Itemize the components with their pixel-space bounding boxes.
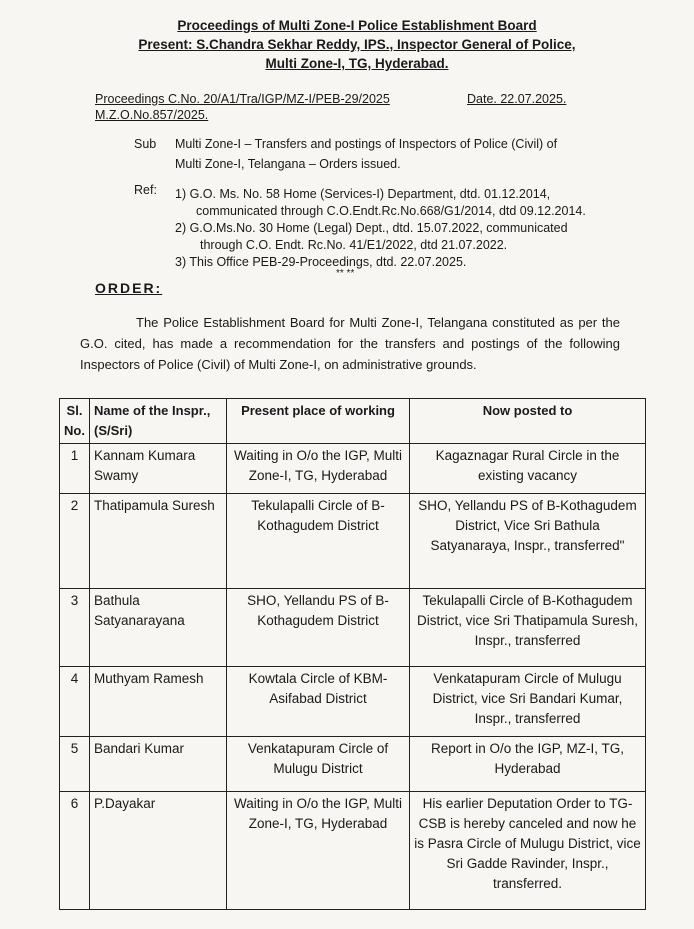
row-sl: 3 bbox=[60, 589, 90, 667]
row-now: Kagaznagar Rural Circle in the existing vacancy bbox=[410, 444, 646, 494]
row-name: Thatipamula Suresh bbox=[90, 494, 227, 589]
table-row bbox=[60, 444, 646, 494]
row-present: Waiting in O/o the IGP, Multi Zone-I, TG, Hyderabad bbox=[227, 792, 410, 910]
row-name: Muthyam Ramesh bbox=[90, 667, 227, 737]
subject-label: Sub bbox=[134, 137, 157, 151]
reference-label: Ref: bbox=[134, 183, 157, 197]
header-board-title: Proceedings of Multi Zone-I Police Establishment Board bbox=[177, 18, 537, 33]
row-present: SHO, Yellandu PS of B-Kothagudem District bbox=[227, 589, 410, 667]
row-sl: 5 bbox=[60, 737, 90, 792]
reference-2a: 2) G.O.Ms.No. 30 Home (Legal) Dept., dtd. 15.07.2022, communicated bbox=[175, 221, 568, 235]
order-paragraph bbox=[80, 312, 620, 375]
header-zone: Multi Zone-I, TG, Hyderabad. bbox=[265, 56, 449, 71]
header-present-place: Present place of working bbox=[227, 399, 410, 444]
header-present-officer: Present: S.Chandra Sekhar Reddy, IPS., Inspector General of Police, bbox=[138, 37, 576, 52]
row-present: Venkatapuram Circle of Mulugu District bbox=[227, 737, 410, 792]
reference-3: 3) This Office PEB-29-Proceedings, dtd. 22.07.2025. bbox=[175, 255, 467, 269]
row-present: Kowtala Circle of KBM-Asifabad District bbox=[227, 667, 410, 737]
separator-stars: ** ** bbox=[336, 268, 355, 279]
header-sl-no: Sl. No. bbox=[60, 399, 90, 444]
row-now: Tekulapalli Circle of B-Kothagudem District, vice Sri Thatipamula Suresh, Inspr., transferred bbox=[410, 589, 646, 667]
table-row bbox=[60, 494, 646, 589]
row-present: Waiting in O/o the IGP, Multi Zone-I, TG, Hyderabad bbox=[227, 444, 410, 494]
table-row bbox=[60, 792, 646, 910]
header-name: Name of the Inspr., (S/Sri) bbox=[90, 399, 227, 444]
row-present: Tekulapalli Circle of B-Kothagudem District bbox=[227, 494, 410, 589]
row-sl: 2 bbox=[60, 494, 90, 589]
proceedings-number: Proceedings C.No. 20/A1/Tra/IGP/MZ-I/PEB-29/2025 bbox=[95, 92, 390, 106]
transfers-table bbox=[59, 398, 646, 910]
subject-line-2: Multi Zone-I, Telangana – Orders issued. bbox=[175, 157, 401, 171]
row-now: His earlier Deputation Order to TG-CSB is hereby canceled and now he is Pasra Circle of Mulugu District, vice Sri Gadde Ravinder, Inspr., transferred. bbox=[410, 792, 646, 910]
reference-2b: through C.O. Endt. Rc.No. 41/E1/2022, dtd 21.07.2022. bbox=[200, 238, 508, 252]
reference-1b: communicated through C.O.Endt.Rc.No.668/G1/2014, dtd 09.12.2014. bbox=[196, 204, 586, 218]
table-row bbox=[60, 667, 646, 737]
row-name: Bathula Satyanarayana bbox=[90, 589, 227, 667]
row-sl: 4 bbox=[60, 667, 90, 737]
row-sl: 6 bbox=[60, 792, 90, 910]
row-now: SHO, Yellandu PS of B-Kothagudem District, Vice Sri Bathula Satyanaraya, Inspr., transferred" bbox=[410, 494, 646, 589]
subject-line-1: Multi Zone-I – Transfers and postings of Inspectors of Police (Civil) of bbox=[175, 137, 558, 151]
reference-1a: 1) G.O. Ms. No. 58 Home (Services-I) Department, dtd. 01.12.2014, bbox=[175, 187, 551, 201]
row-name: Kannam Kumara Swamy bbox=[90, 444, 227, 494]
order-date: Date. 22.07.2025. bbox=[467, 92, 567, 106]
order-paragraph-text: The Police Establishment Board for Multi Zone-I, Telangana constituted as per the G.O. cited, has made a recommendation for the transfers and postings of the following Inspectors of Police (Civil) of Multi Zone-I, on administrative grounds. bbox=[80, 315, 620, 372]
header-now-posted: Now posted to bbox=[410, 399, 646, 444]
row-name: Bandari Kumar bbox=[90, 737, 227, 792]
table-header-row bbox=[60, 399, 646, 444]
table-row bbox=[60, 737, 646, 792]
row-sl: 1 bbox=[60, 444, 90, 494]
table-row bbox=[60, 589, 646, 667]
row-now: Venkatapuram Circle of Mulugu District, vice Sri Bandari Kumar, Inspr., transferred bbox=[410, 667, 646, 737]
row-name: P.Dayakar bbox=[90, 792, 227, 910]
order-heading: ORDER: bbox=[95, 280, 163, 296]
row-now: Report in O/o the IGP, MZ-I, TG, Hyderabad bbox=[410, 737, 646, 792]
mzo-number: M.Z.O.No.857/2025. bbox=[95, 108, 209, 122]
